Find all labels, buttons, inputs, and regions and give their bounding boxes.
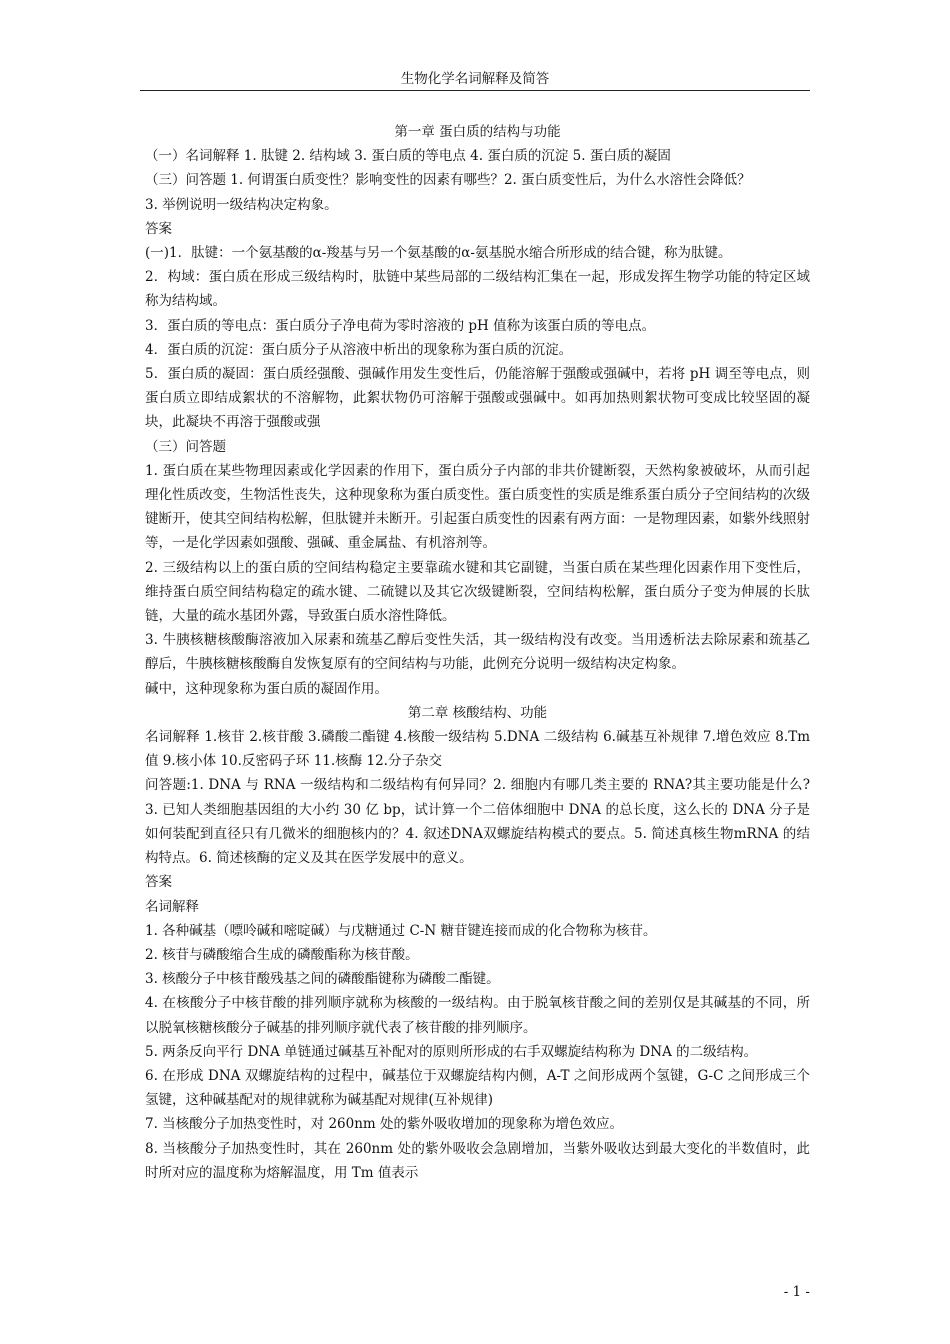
answer-paragraph: 2．构域：蛋白质在形成三级结构时，肽链中某些局部的二级结构汇集在一起，形成发挥生物学功能的特定区域称为结构域。 xyxy=(145,269,810,310)
chapter-1-title: 第一章 蛋白质的结构与功能 xyxy=(394,124,561,140)
answer-paragraph: (一)1．肽键：一个氨基酸的α-羧基与另一个氨基酸的α-氨基脱水缩合所形成的结合键，称为肽键。 xyxy=(145,245,732,262)
document-title: 生物化学名词解释及简答 xyxy=(400,71,550,87)
answer-paragraph: 5．蛋白质的凝固：蛋白质经强酸、强碱作用发生变性后，仍能溶解于强酸或强碱中，若将 pH 调至等电点，则蛋白质立即结成絮状的不溶解物，此絮状物仍可溶解于强酸或强碱中。如再加热则絮状物可变成比较坚固的凝块，此凝块不再溶于强酸或强 xyxy=(145,366,810,431)
chapter-2-title: 第二章 核酸结构、功能 xyxy=(407,704,548,721)
qa-paragraph: 3. 牛胰核糖核酸酶溶液加入尿素和巯基乙醇后变性失活，其一级结构没有改变。当用透析法去除尿素和巯基乙醇后，牛胰核糖核酸酶自发恢复原有的空间结构与功能，此例充分说明一级结构决定构象。 xyxy=(145,632,810,673)
answer-paragraph: 5. 两条反向平行 DNA 单链通过碱基互补配对的原则所形成的右手双螺旋结构称为 DNA 的二级结构。 xyxy=(145,1043,758,1060)
trailing-paragraph: 碱中，这种现象称为蛋白质的凝固作用。 xyxy=(145,680,388,697)
answer-paragraph: 2. 核苷与磷酸缩合生成的磷酸酯称为核苷酸。 xyxy=(145,946,419,963)
answer-paragraph: 1. 各种碱基（嘌呤碱和嘧啶碱）与戊糖通过 C-N 糖苷键连接而成的化合物称为核苷。 xyxy=(145,922,657,939)
answer-paragraph: 7. 当核酸分子加热变性时，对 260nm 处的紫外吸收增加的现象称为增色效应。 xyxy=(145,1116,624,1133)
terms-heading: 名词解释 xyxy=(145,898,199,915)
answer-heading: 答案 xyxy=(145,220,172,237)
answer-heading: 答案 xyxy=(145,874,172,891)
qa-paragraph: 2. 三级结构以上的蛋白质的空间结构稳定主要靠疏水键和其它副键，当蛋白质在某些理化因素作用下变性后，维持蛋白质空间结构稳定的疏水键、二硫键以及其它次级键断裂，空间结构松解，蛋白质分子变为伸展的长肽链，大量的疏水基团外露，导致蛋白质水溶性降低。 xyxy=(145,559,810,625)
page-number: - 1 - xyxy=(783,1284,810,1300)
qa-heading: （三）问答题 xyxy=(145,438,226,455)
chapter-2-questions: 问答题:1. DNA 与 RNA 一级结构和二级结构有何异同？2. 细胞内有哪几类主要的 RNA?其主要功能是什么? 3. 已知人类细胞基因组的大小约 30 亿 bp，试计算一个二倍体细胞中 DNA 的总长度，这么长的 DNA 分子是如何装配到直径只有几微米的细胞核内的？4. 叙述DNA双螺旋结构模式的要点。5. 简述真核生物mRNA 的结构特点。6. 简述核酶的定义及其在医学发展中的意义。 xyxy=(145,777,810,867)
chapter-1-questions-cont: 3. 举例说明一级结构决定构象。 xyxy=(145,196,338,213)
answer-paragraph: 3. 核酸分子中核苷酸残基之间的磷酸酯键称为磷酸二酯键。 xyxy=(145,971,500,988)
chapter-1-questions: （三）问答题 1. 何谓蛋白质变性？影响变性的因素有哪些？2. 蛋白质变性后，为什么水溶性会降低？ xyxy=(145,172,751,189)
answer-paragraph: 3．蛋白质的等电点：蛋白质分子净电荷为零时溶液的 pH 值称为该蛋白质的等电点。 xyxy=(145,317,656,334)
answer-paragraph: 8. 当核酸分子加热变性时，其在 260nm 处的紫外吸收会急剧增加，当紫外吸收达到最大变化的半数值时，此时所对应的温度称为熔解温度，用 Tm 值表示 xyxy=(145,1140,810,1181)
answer-paragraph: 4．蛋白质的沉淀：蛋白质分子从溶液中析出的现象称为蛋白质的沉淀。 xyxy=(145,341,573,358)
answer-paragraph: 4. 在核酸分子中核苷酸的排列顺序就称为核酸的一级结构。由于脱氧核苷酸之间的差别仅是其碱基的不同，所以脱氧核糖核酸分子碱基的排列顺序就代表了核苷酸的排列顺序。 xyxy=(145,995,810,1036)
qa-paragraph: 1. 蛋白质在某些物理因素或化学因素的作用下，蛋白质分子内部的非共价键断裂，天然构象被破坏，从而引起理化性质改变，生物活性丧失，这种现象称为蛋白质变性。蛋白质变性的实质是维系蛋白质分子空间结构的次级键断开，使其空间结构松解，但肽键并未断开。引起蛋白质变性的因素有两方面：一是物理因素，如紫外线照射等，一是化学因素如强酸、强碱、重金属盐、有机溶剂等。 xyxy=(145,462,810,552)
chapter-1-terms: （一）名词解释 1. 肽键 2. 结构域 3. 蛋白质的等电点 4. 蛋白质的沉淀 5. 蛋白质的凝固 xyxy=(145,148,671,165)
chapter-2-terms: 名词解释 1.核苷 2.核苷酸 3.磷酸二酯键 4.核酸一级结构 5.DNA 二级结构 6.碱基互补规律 7.增色效应 8.Tm 值 9.核小体 10.反密码子环 11.核酶 12.分子杂交 xyxy=(145,729,810,770)
document-body xyxy=(145,120,810,1185)
page-header xyxy=(140,70,810,91)
answer-paragraph: 6. 在形成 DNA 双螺旋结构的过程中，碱基位于双螺旋结构内侧，A-T 之间形成两个氢键，G-C 之间形成三个氢键，这种碱基配对的规律就称为碱基配对规律(互补规律) xyxy=(145,1067,810,1109)
